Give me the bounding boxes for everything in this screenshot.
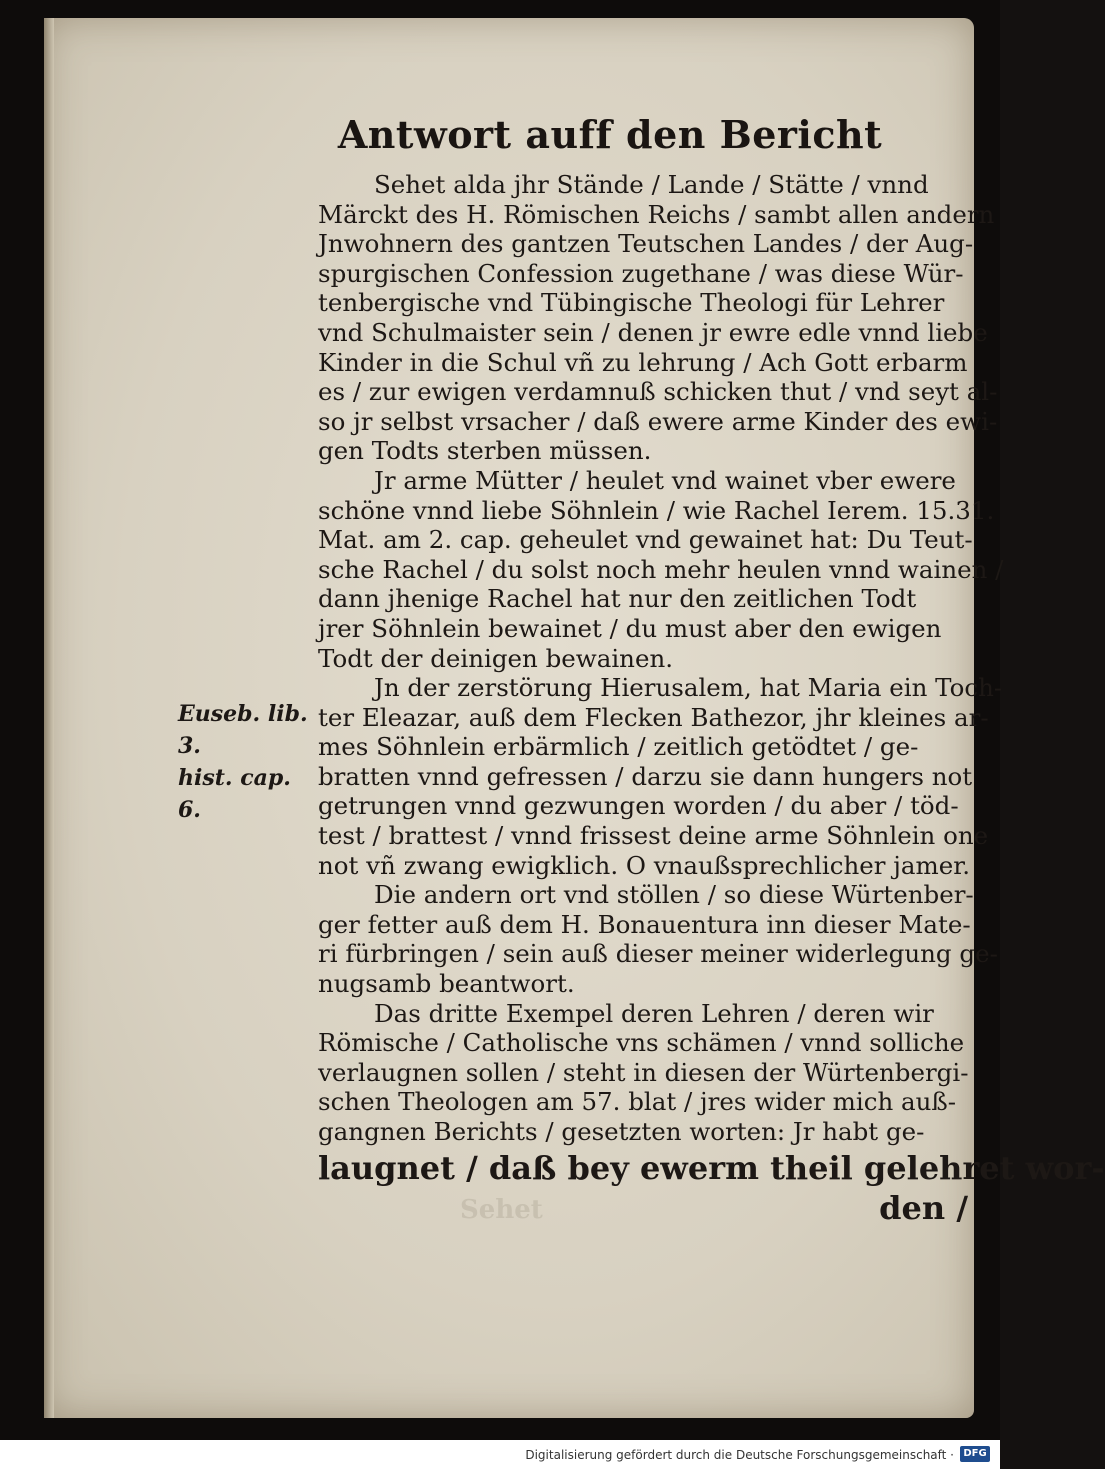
text-line: dann jhenige Rachel hat nur den zeitlichen Todt — [318, 584, 917, 614]
dfg-logo-icon: DFG — [960, 1446, 990, 1462]
text-line: Todt der deinigen bewainen. — [318, 643, 674, 673]
text-line: test / brattest / vnnd frissest deine arme Söhnlein one — [318, 821, 989, 851]
text-line: bratten vnnd gefressen / darzu sie dann hungers not — [318, 761, 973, 791]
text-line: Die andern ort vnd stöllen / so diese Würtenber- — [374, 880, 974, 910]
text-line: vnd Schulmaister sein / denen jr ewre edle vnnd liebe — [318, 317, 988, 347]
margin-note-line: Euseb. lib. 3. — [178, 701, 308, 759]
catchword: den / — [879, 1188, 968, 1227]
margin-note-line: hist. cap. 6. — [178, 765, 291, 823]
text-line: es / zur ewigen verdamnuß schicken thut / vnd seyt al- — [318, 377, 998, 407]
text-line: Römische / Catholische vns schämen / vnnd solliche — [318, 1028, 965, 1058]
body-text — [318, 170, 1105, 1227]
text-line: spurgischen Confession zugethane / was diese Wür- — [318, 258, 964, 288]
text-line: jrer Söhnlein bewainet / du must aber den ewigen — [318, 613, 942, 643]
text-line: Jnwohnern des gantzen Teutschen Landes / der Aug- — [318, 229, 974, 259]
text-line: mes Söhnlein erbärmlich / zeitlich getödtet / ge- — [318, 732, 919, 762]
text-line: nugsamb beantwort. — [318, 969, 575, 999]
margin-note — [178, 698, 318, 826]
text-line: getrungen vnnd gezwungen worden / du aber / töd- — [318, 791, 959, 821]
text-line: so jr selbst vrsacher / daß ewere arme Kinder des ewi- — [318, 406, 998, 436]
text-line: tenbergische vnd Tübingische Theologi für Lehrer — [318, 288, 945, 318]
footer-credit: Digitalisierung gefördert durch die Deutsche Forschungsgemeinschaft · — [525, 1448, 954, 1462]
text-line: Das dritte Exempel deren Lehren / deren wir — [374, 998, 934, 1028]
bleed-through-text: Sehet — [460, 1195, 543, 1225]
text-line: Jr arme Mütter / heulet vnd wainet vber ewere — [374, 465, 956, 495]
text-line: ger fetter auß dem H. Bonauentura inn dieser Mate- — [318, 909, 971, 939]
text-line: ter Eleazar, auß dem Flecken Bathezor, jhr kleines ar- — [318, 702, 989, 732]
text-line: not vñ zwang ewigklich. O vnaußsprechlicher jamer. — [318, 850, 971, 880]
text-line: ri fürbringen / sein auß dieser meiner widerlegung ge- — [318, 939, 998, 969]
text-line: schen Theologen am 57. blat / jres wider mich auß- — [318, 1087, 957, 1117]
text-line: verlaugnen sollen / steht in diesen der Würtenbergi- — [318, 1057, 969, 1087]
running-header: Antwort auff den Bericht — [337, 112, 883, 157]
text-line: Mat. am 2. cap. geheulet vnd gewainet hat: Du Teut- — [318, 525, 973, 555]
page-edge — [44, 18, 54, 1418]
text-line: sche Rachel / du solst noch mehr heulen vnnd wainen / — [318, 554, 1004, 584]
text-line: Sehet alda jhr Stände / Lande / Stätte / vnnd — [374, 170, 929, 199]
footer-bar — [0, 1440, 1000, 1469]
text-line: Kinder in die Schul vñ zu lehrung / Ach Gott erbarm — [318, 347, 968, 377]
text-line: gangnen Berichts / gesetzten worten: Jr habt ge- — [318, 1117, 925, 1146]
text-line: Jn der zerstörung Hierusalem, hat Maria ein Toch- — [374, 673, 1003, 703]
text-line-large: laugnet / daß bey ewerm theil gelehret wor- — [318, 1148, 1105, 1187]
text-line: schöne vnnd liebe Söhnlein / wie Rachel Ierem. 15.31. — [318, 495, 995, 525]
text-line: gen Todts sterben müssen. — [318, 436, 652, 466]
text-line: Märckt des H. Römischen Reichs / sambt allen andern — [318, 199, 995, 229]
